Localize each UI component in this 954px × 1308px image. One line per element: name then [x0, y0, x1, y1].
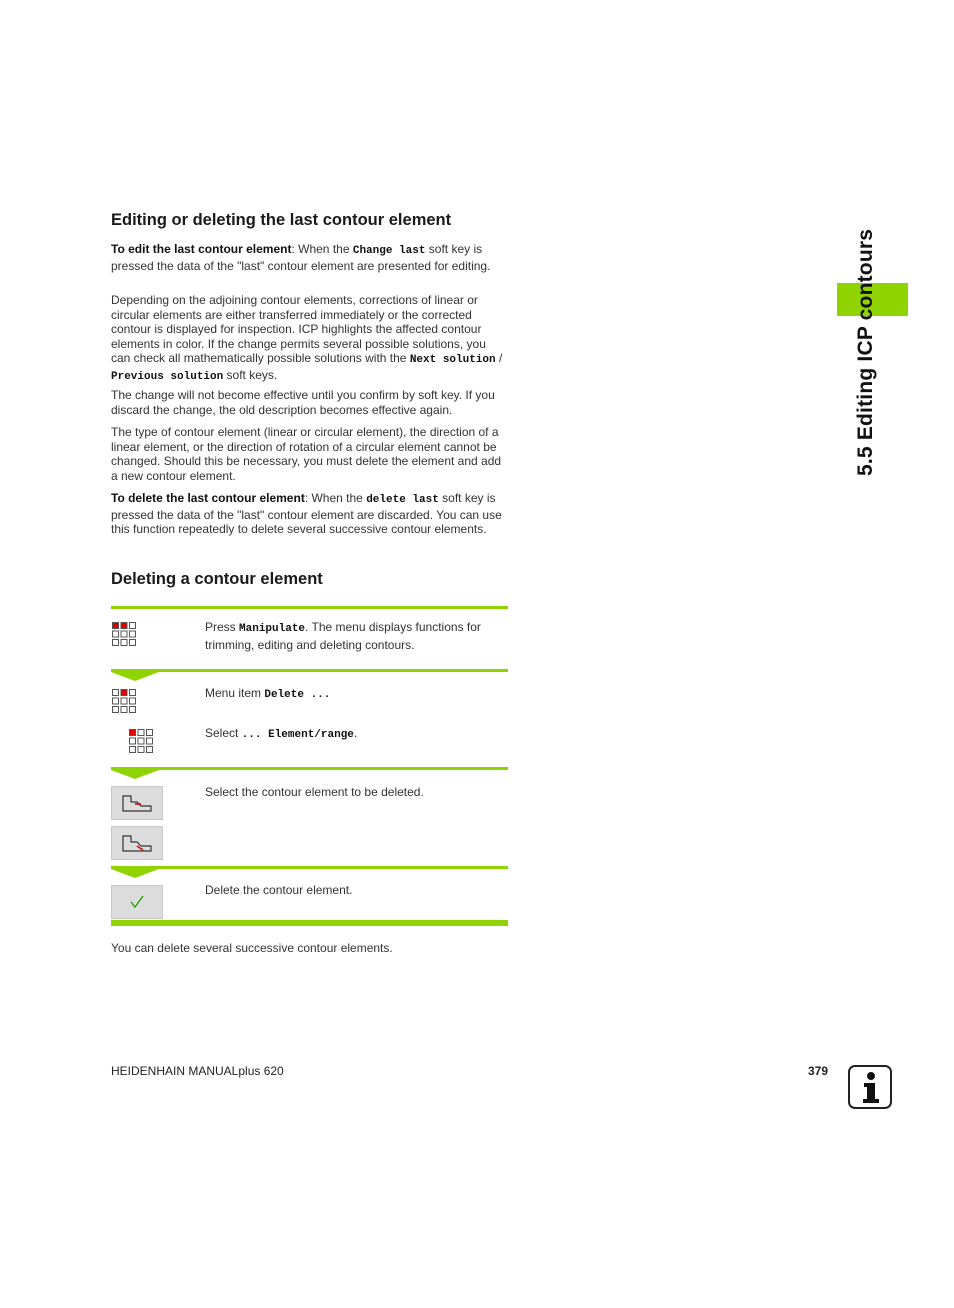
chevron-down-icon [111, 770, 159, 780]
softkey-next-solution: Next solution [409, 354, 496, 367]
body-text: soft key is pressed the data of the "last" contour element are discarded. You can use this function repeatedly to delete several successive contour elements. [111, 491, 502, 537]
step-select-contour: Select the contour element to be deleted. [205, 785, 424, 799]
paragraph-element-type: The type of contour element (linear or circular element), the direction of a linear element, or the direction of rotation of a circular element cannot be changed. Should this be necessary, you must delete the element and add a new contour element. [111, 425, 502, 483]
check-icon [128, 894, 146, 910]
softkey-confirm[interactable] [111, 885, 163, 919]
table-bottom-rule [111, 920, 508, 926]
softkey-change-last: Change last [352, 245, 426, 257]
body-text: . [353, 726, 358, 740]
body-text: Depending on the adjoining contour elements, corrections of linear or circular elements are either transferred immediately or the corrected contour is displayed for inspection. ICP highlights the affected contour elements in color. If the change permits several possible solutions, you can check all mathematically possible solutions with the [111, 293, 486, 366]
paragraph-delete-last [111, 491, 507, 537]
softkey-previous-solution: Previous solution [111, 370, 224, 383]
body-text: . The menu displays functions for trimming, editing and deleting contours. [205, 620, 481, 652]
step-manipulate [205, 619, 505, 653]
table-row-rule [111, 767, 508, 770]
grid-menu-icon [112, 689, 137, 714]
paragraph-confirm: The change will not become effective until you confirm by soft key. If you discard the change, the old description becomes effective again. [111, 388, 495, 417]
info-icon [848, 1065, 892, 1109]
body-text: : When the [291, 242, 353, 256]
separator: / [495, 351, 503, 366]
paragraph-corrections [111, 293, 507, 385]
softkey-contour-select[interactable] [111, 826, 163, 860]
body-text: soft keys. [223, 367, 278, 382]
body-text: : When the [304, 491, 367, 505]
contour-select-icon [121, 792, 153, 814]
table-row-rule [111, 866, 508, 869]
footer-manual-name: HEIDENHAIN MANUALplus 620 [111, 1064, 284, 1078]
step-select-element [205, 725, 505, 743]
section-heading-delete: Deleting a contour element [111, 570, 323, 588]
table-top-rule [111, 606, 508, 609]
softkey-delete: Delete ... [264, 689, 331, 701]
body-text: Press [205, 620, 240, 634]
lead-text: To edit the last contour element [111, 242, 292, 256]
softkey-manipulate: Manipulate [239, 623, 306, 635]
chevron-down-icon [111, 869, 159, 879]
page-number: 379 [808, 1064, 829, 1078]
body-text: soft key is pressed the data of the "last" contour element are presented for editing. [111, 242, 491, 273]
section-heading-edit: Editing or deleting the last contour element [111, 211, 452, 229]
softkey-element-range: ... Element/range [241, 729, 354, 741]
chevron-down-icon [111, 672, 159, 682]
closing-note: You can delete several successive contour elements. [111, 941, 393, 955]
paragraph-edit-last [111, 242, 507, 273]
body-text: Menu item [205, 686, 265, 700]
grid-menu-icon [129, 729, 154, 754]
step-menu-delete [205, 685, 505, 703]
grid-menu-icon [112, 622, 137, 647]
body-text: Select [205, 726, 242, 740]
lead-text: To delete the last contour element [111, 491, 305, 505]
table-row-rule [111, 669, 508, 672]
step-delete-contour: Delete the contour element. [205, 883, 353, 897]
softkey-delete-last: delete last [366, 494, 439, 506]
contour-select-icon [121, 832, 153, 854]
sidebar-section-title: 5.5 Editing ICP contours [854, 228, 877, 476]
softkey-contour-select[interactable] [111, 786, 163, 820]
